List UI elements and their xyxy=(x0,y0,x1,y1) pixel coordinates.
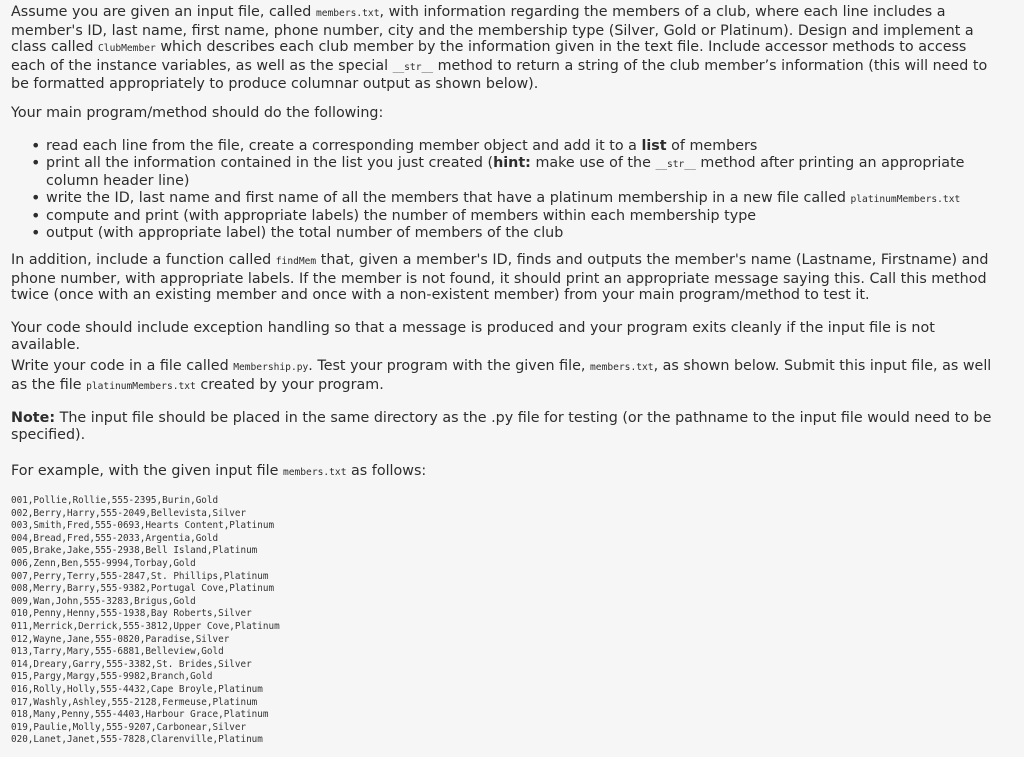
intro-paragraph: Assume you are given an input file, called members.txt, with information regarding the members of a club, where each line includes a member's ID, last name, first name, phone number, city and the membership type (Silver, Gold or Platinum). Design and implement a class called ClubMember which describes each club member by the information given in the text file. Include accessor methods to access each of the instance variables, as well as the special __str__ method to return a string of the club member’s information (this will need to be formatted appropriately to produce columnar output as shown below). xyxy=(11,4,988,92)
sample-line: 012,Wayne,Jane,555-0820,Paradise,Silver xyxy=(11,633,230,645)
sample-line: 014,Dreary,Garry,555-3382,St. Brides,Silver xyxy=(11,658,252,670)
list-item: • print all the information contained in the list you just created (hint: make use of the __str__ method after printing an appropriate column header line) xyxy=(11,155,986,190)
sample-line: 008,Merry,Barry,555-9382,Portugal Cove,Platinum xyxy=(11,583,275,595)
inline-code-str: __str__ xyxy=(392,61,434,73)
sample-line: 016,Rolly,Holly,555-4432,Cape Broyle,Platinum xyxy=(11,683,263,695)
sample-line: 015,Pargy,Margy,555-9982,Branch,Gold xyxy=(11,671,213,683)
sample-line: 011,Merrick,Derrick,555-3812,Upper Cove,Platinum xyxy=(11,620,280,632)
inline-code-clubmember: ClubMember xyxy=(98,43,156,54)
example-intro: For example, with the given input file members.txt as follows: xyxy=(11,463,427,479)
inline-code-members-file: members.txt xyxy=(315,8,380,19)
sample-file-listing xyxy=(11,495,280,747)
note-label: Note: xyxy=(11,410,56,426)
sample-line: 007,Perry,Terry,555-2847,St. Phillips,Platinum xyxy=(11,570,269,582)
sample-line: 013,Tarry,Mary,555-6881,Belleview,Gold xyxy=(11,646,224,658)
sample-line: 004,Bread,Fred,555-2033,Argentia,Gold xyxy=(11,532,219,544)
main-heading: Your main program/method should do the following: xyxy=(11,105,384,121)
sample-line: 001,Pollie,Rollie,555-2395,Burin,Gold xyxy=(11,495,219,506)
task-list xyxy=(11,138,986,241)
list-item: • compute and print (with appropriate labels) the number of members within each membership type xyxy=(11,208,986,225)
sample-line: 009,Wan,John,555-3283,Brigus,Gold xyxy=(11,595,196,607)
sample-line: 003,Smith,Fred,555-0693,Hearts Content,Platinum xyxy=(11,520,275,532)
note-paragraph: Note: The input file should be placed in the same directory as the .py file for testing (or the pathname to the input file would need to be specified). xyxy=(11,410,992,443)
sample-line: 002,Berry,Harry,555-2049,Bellevista,Silver xyxy=(11,507,247,519)
list-item: • output (with appropriate label) the total number of members of the club xyxy=(11,225,986,242)
list-item: • read each line from the file, create a corresponding member object and add it to a list of members xyxy=(11,138,986,155)
inline-code-findmem: findMem xyxy=(275,256,317,267)
list-item: • write the ID, last name and first name of all the members that have a platinum membership in a new file called platinumMembers.txt xyxy=(11,190,986,209)
write-paragraph: Write your code in a file called Membership.py. Test your program with the given file, members.txt, as shown below. Submit this input file, as well as the file platinumMembers.txt created by your program. xyxy=(11,358,992,393)
sample-line: 010,Penny,Henny,555-1938,Bay Roberts,Silver xyxy=(11,608,252,620)
sample-line: 019,Paulie,Molly,555-9207,Carbonear,Silver xyxy=(11,721,247,733)
sample-line: 005,Brake,Jake,555-2938,Bell Island,Platinum xyxy=(11,545,258,557)
exception-paragraph: Your code should include exception handling so that a message is produced and your program exits cleanly if the input file is not available. xyxy=(11,320,935,353)
sample-line: 020,Lanet,Janet,555-7828,Clarenville,Platinum xyxy=(11,734,263,746)
sample-line: 017,Washly,Ashley,555-2128,Fermeuse,Platinum xyxy=(11,696,258,708)
sample-line: 018,Many,Penny,555-4403,Harbour Grace,Platinum xyxy=(11,709,269,721)
addition-paragraph: In addition, include a function called findMem that, given a member's ID, finds and outputs the member's name (Lastname, Firstname) and phone number, with appropriate labels. If the member is not found, it should print an appropriate message saying this. Call this method twice (once with an existing member and once with a non-existent member) from your main program/method to test it. xyxy=(11,252,989,303)
sample-line: 006,Zenn,Ben,555-9994,Torbay,Gold xyxy=(11,557,196,569)
